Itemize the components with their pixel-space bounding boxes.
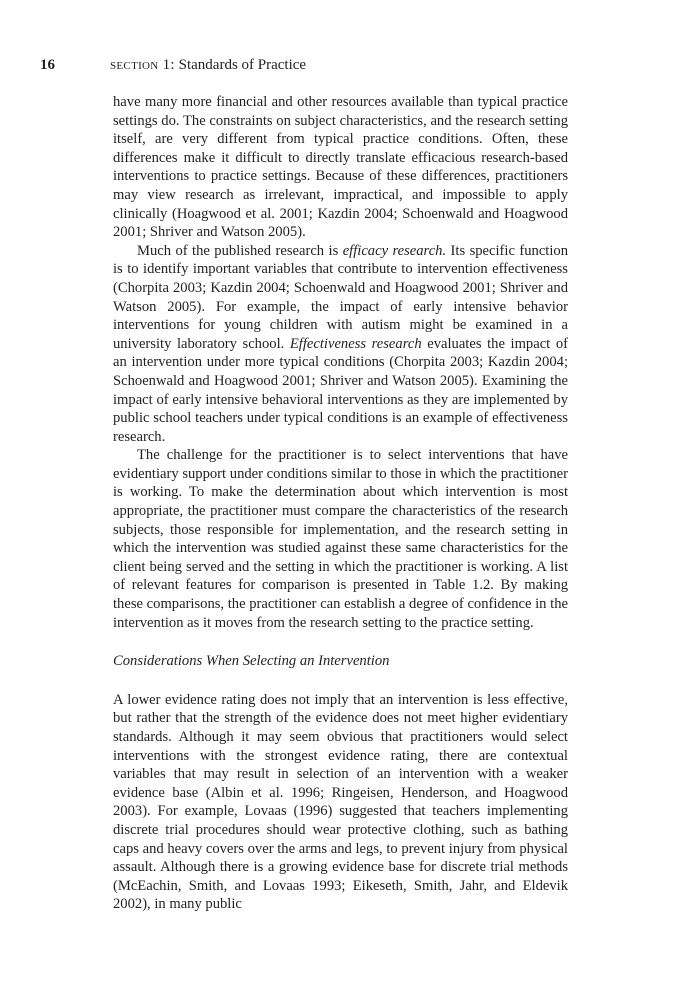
- paragraph-continued: have many more financial and other resources available than typical practice settings do. The constraints on subject characteristics, and the research setting itself, are very different from typical practice conditions. Often, these differences make it difficult to directly translate efficacious research-based interventions to practice settings. Because of these differences, practitioners may view research as irrelevant, impractical, and impossible to apply clinically (Hoagwood et al. 2001; Kazdin 2004; Schoenwald and Hoagwood 2001; Shriver and Watson 2005).: [113, 94, 568, 241]
- body-text: [113, 93, 568, 914]
- section-title: Standards of Practice: [178, 57, 307, 73]
- section-subheading: Considerations When Selecting an Intervention: [113, 653, 390, 670]
- paragraph-practitioner-challenge: The challenge for the practitioner is to select interventions that have evidentiary support under conditions similar to those in which the practitioner is working. To make the determination about which intervention is most appropriate, the practitioner must compare the characteristics of the research subjects, those responsible for implementation, and the research setting in which the intervention was studied against these same characteristics for the client being served and the setting in which the practitioner is working. A list of relevant features for comparison is presented in Table 1.2. By making these comparisons, the practitioner can establish a degree of confidence in the intervention as it moves from the research setting to the practice setting.: [113, 447, 568, 631]
- term-efficacy-research: efficacy research.: [342, 242, 447, 259]
- page-number: 16: [40, 57, 55, 73]
- paragraph-text: Its specific function is to identify important variables that contribute to intervention effectiveness (Chorpita 2003; Kazdin 2004; Schoenwald and Hoagwood 2001; Shriver and Watson 2005). For example, the impact of early intensive behavior interventions for young children with autism might be examined in a university laboratory school.: [113, 242, 569, 352]
- paragraph-text: Much of the published research is: [137, 242, 343, 259]
- section-label: section 1:: [110, 57, 175, 73]
- running-head: [40, 54, 614, 76]
- paragraph-efficacy-research: [113, 242, 568, 447]
- paragraph-evidence-rating: A lower evidence rating does not imply that an intervention is less effective, but rather that the strength of the evidence does not meet higher evidentiary standards. Although it may seem obvious that practitioners would select interventions with the strongest evidence rating, there are contextual variables that may result in selection of an intervention with a weaker evidence base (Albin et al. 1996; Ringeisen, Henderson, and Hoagwood 2003). For example, Lovaas (1996) suggested that teachers implementing discrete trial procedures should wear protective clothing, such as bathing caps and heavy covers over the arms and legs, to prevent injury from physical assault. Although there is a growing evidence base for discrete trial methods (McEachin, Smith, and Lovaas 1993; Eikeseth, Smith, Jahr, and Eldevik 2002), in many public: [113, 691, 568, 913]
- paragraph-text: evaluates the impact of an intervention under more typical conditions (Chorpita 2003; Kazdin 2004; Schoenwald and Hoagwood 2001; Shriver and Watson 2005). Examining the impact of early intensive behavioral interventions as they are implemented by public school teachers under typical conditions is an example of effectiveness research.: [113, 335, 568, 445]
- term-effectiveness-research: Effectiveness research: [289, 335, 422, 352]
- running-head-title: [110, 54, 306, 76]
